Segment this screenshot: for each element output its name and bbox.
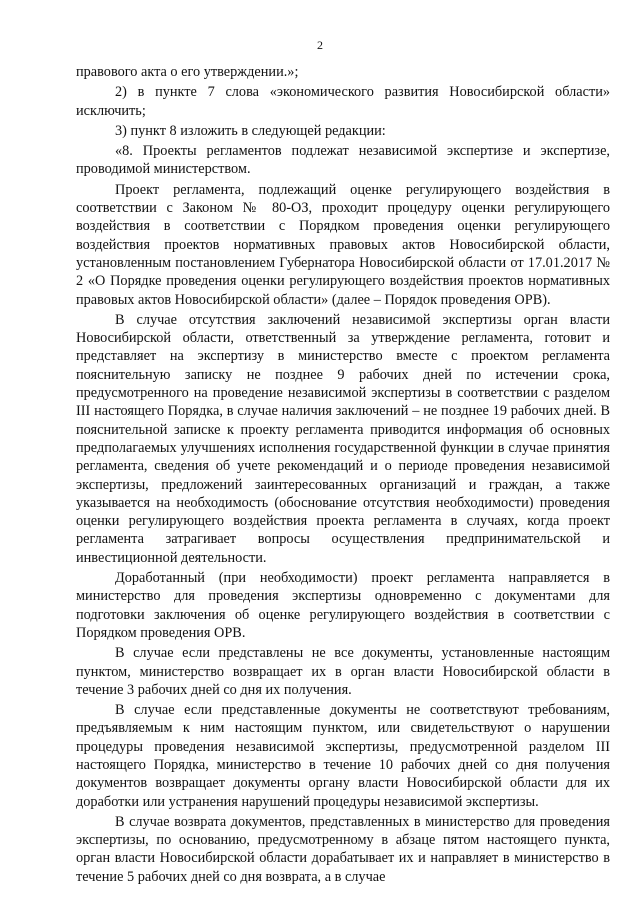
paragraph: «8. Проекты регламентов подлежат независимой экспертизе и экспертизе, проводимой министерством. bbox=[76, 143, 610, 178]
paragraph: 2) в пункте 7 слова «экономического развития Новосибирской области» исключить; bbox=[76, 84, 610, 119]
paragraph: В случае если представленные документы не соответствуют требованиям, предъявляемым к ним настоящим пунктом, или свидетельствуют о нарушении процедуры проведения независимой экспертизы, предусмотренной разделом III настоящего Порядка, министерство в течение 10 рабочих дней со дня получения документов возвращает документы органу власти Новосибирской области для их доработки или устранения нарушений процедуры независимой экспертизы. bbox=[76, 702, 610, 810]
document-body bbox=[76, 63, 610, 888]
paragraph: правового акта о его утверждении.»; bbox=[76, 64, 299, 80]
paragraph: Доработанный (при необходимости) проект регламента направляется в министерство для проведения экспертизы одновременно с документами для подготовки заключения об оценке регулирующего воздействия в соответствии с Порядком проведения ОРВ. bbox=[76, 570, 610, 641]
paragraph: Проект регламента, подлежащий оценке регулирующего воздействия в соответствии с Законом № 80-ОЗ, проходит процедуру оценки регулирующего воздействия в соответствии с Порядком проведения оценки регулирующего воздействия проектов нормативных правовых актов Новосибирской области, установленным постановлением Губернатора Новосибирской области от 17.01.2017 № 2 «О Порядке проведения оценки регулирующего воздействия проектов нормативных правовых актов Новосибирской области» (далее – Порядок проведения ОРВ). bbox=[76, 181, 610, 308]
paragraph: В случае возврата документов, представленных в министерство для проведения экспертизы, по основанию, предусмотренному в абзаце пятом настоящего пункта, орган власти Новосибирской области дорабатывает их и направляет в министерство в течение 5 рабочих дней со дня возврата, а в случае bbox=[76, 813, 610, 885]
page-number: 2 bbox=[317, 38, 323, 52]
paragraph: В случае отсутствия заключений независимой экспертизы орган власти Новосибирской области, ответственный за утверждение регламента, готовит и представляет на экспертизу в министерство вместе с проектом регламента пояснительную записку не позднее 9 рабочих дней по истечении срока, предусмотренного на проведение независимой экспертизы в соответствии с разделом III настоящего Порядка, в случае наличия заключений – не позднее 19 рабочих дней. В пояснительной записке к проекту регламента приводится информация об основных предполагаемых улучшениях исполнения государственной функции в случае принятия регламента, сведения об учете рекомендаций и о периоде проведения независимой экспертизы, предложений заинтересованных организаций и граждан, а также указывается на необходимость (обоснование отсутствия необходимости) проведения оценки регулирующего воздействия проекта регламента в случаях, когда проект регламента затрагивает вопросы осуществления предпринимательской и инвестиционной деятельности. bbox=[76, 311, 610, 566]
paragraph: 3) пункт 8 изложить в следующей редакции: bbox=[115, 122, 386, 139]
paragraph: В случае если представлены не все документы, установленные настоящим пунктом, министерство возвращает их в орган власти Новосибирской области в течение 3 рабочих дней со дня их получения. bbox=[76, 645, 610, 698]
